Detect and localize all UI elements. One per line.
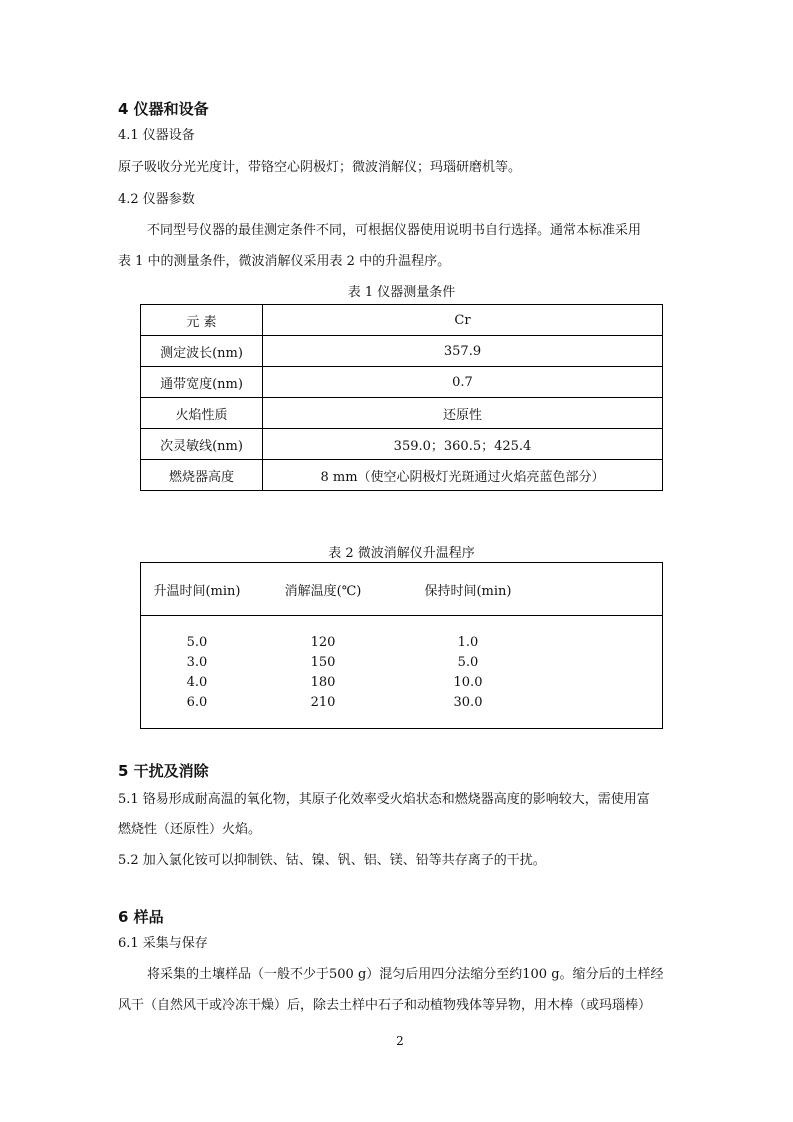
table-cell-label: 火焰性质 xyxy=(141,398,263,429)
table-cell-value: 357.9 xyxy=(263,336,663,367)
table-cell-value: 8 mm（使空心阴极灯光斑通过火焰亮蓝色部分） xyxy=(263,460,663,491)
section-6-heading: 6 样品 xyxy=(118,908,164,926)
section-4-1-title: 4.1 仪器设备 xyxy=(118,128,195,143)
table-2 xyxy=(140,562,663,729)
table-cell: 3.0 xyxy=(186,654,208,670)
table-row xyxy=(141,367,663,398)
table-cell: 120 xyxy=(310,634,336,650)
table-cell-label: 次灵敏线(nm) xyxy=(141,429,263,460)
section-6-1-line-1: 将采集的土壤样品（一般不少于500 g）混匀后用四分法缩分至约100 g。缩分后的土样经 xyxy=(147,967,664,982)
table-header-spacer xyxy=(543,563,663,616)
table-row xyxy=(141,460,663,491)
table-row xyxy=(141,336,663,367)
section-4-2-line-1: 不同型号仪器的最佳测定条件不同，可根据仪器使用说明书自行选择。通常本标准采用 xyxy=(147,223,642,238)
table-cell: 1.0 xyxy=(457,634,479,650)
table-cell: 180 xyxy=(310,674,336,690)
table-row xyxy=(141,429,663,460)
table-row xyxy=(141,692,663,712)
page-number: 2 xyxy=(396,1034,404,1048)
section-4-1-text: 原子吸收分光光度计，带铬空心阴极灯；微波消解仪；玛瑙研磨机等。 xyxy=(118,160,522,175)
table-row xyxy=(141,652,663,672)
table-1 xyxy=(140,304,663,491)
table-cell-value: 359.0；360.5；425.4 xyxy=(263,429,663,460)
table-cell-label: 燃烧器高度 xyxy=(141,460,263,491)
section-4-heading: 4 仪器和设备 xyxy=(118,100,209,118)
table-cell-value: Cr xyxy=(263,305,663,336)
table-cell: 210 xyxy=(310,694,336,710)
table-cell-label: 测定波长(nm) xyxy=(141,336,263,367)
table-cell-label: 通带宽度(nm) xyxy=(141,367,263,398)
table-cell: 30.0 xyxy=(453,694,483,710)
table-header-cell: 升温时间(min) xyxy=(141,563,254,616)
table-row xyxy=(141,672,663,692)
table-cell-label: 元 素 xyxy=(141,305,263,336)
table-cell: 5.0 xyxy=(186,634,208,650)
table-cell: 4.0 xyxy=(186,674,208,690)
table-spacer-row xyxy=(141,712,663,729)
table-row xyxy=(141,632,663,652)
table-header-cell: 保持时间(min) xyxy=(393,563,543,616)
table-cell-value: 0.7 xyxy=(263,367,663,398)
table-1-caption: 表 1 仪器测量条件 xyxy=(347,285,456,300)
table-cell: 10.0 xyxy=(453,674,483,690)
table-header-row xyxy=(141,563,663,616)
table-cell: 150 xyxy=(310,654,336,670)
section-4-2-line-2: 表 1 中的测量条件，微波消解仪采用表 2 中的升温程序。 xyxy=(118,254,451,269)
section-6-1-title: 6.1 采集与保存 xyxy=(118,936,208,951)
table-spacer-row xyxy=(141,616,663,633)
section-5-1-line-1: 5.1 铬易形成耐高温的氧化物，其原子化效率受火焰状态和燃烧器高度的影响较大，需使用富 xyxy=(118,792,650,807)
section-5-1-line-2: 燃烧性（还原性）火焰。 xyxy=(118,822,262,837)
table-header-cell: 消解温度(℃) xyxy=(253,563,393,616)
table-row xyxy=(141,305,663,336)
table-row xyxy=(141,398,663,429)
table-cell: 5.0 xyxy=(457,654,479,670)
section-5-heading: 5 干扰及消除 xyxy=(118,762,209,780)
table-cell-value: 还原性 xyxy=(263,398,663,429)
table-cell: 6.0 xyxy=(186,694,208,710)
section-4-2-title: 4.2 仪器参数 xyxy=(118,192,195,207)
section-6-1-line-2: 风干（自然风干或冷冻干燥）后，除去土样中石子和动植物残体等异物，用木棒（或玛瑙棒） xyxy=(118,998,652,1013)
section-5-2-text: 5.2 加入氯化铵可以抑制铁、钴、镍、钒、铝、镁、铅等共存离子的干扰。 xyxy=(118,853,546,868)
table-2-caption: 表 2 微波消解仪升温程序 xyxy=(328,546,475,561)
